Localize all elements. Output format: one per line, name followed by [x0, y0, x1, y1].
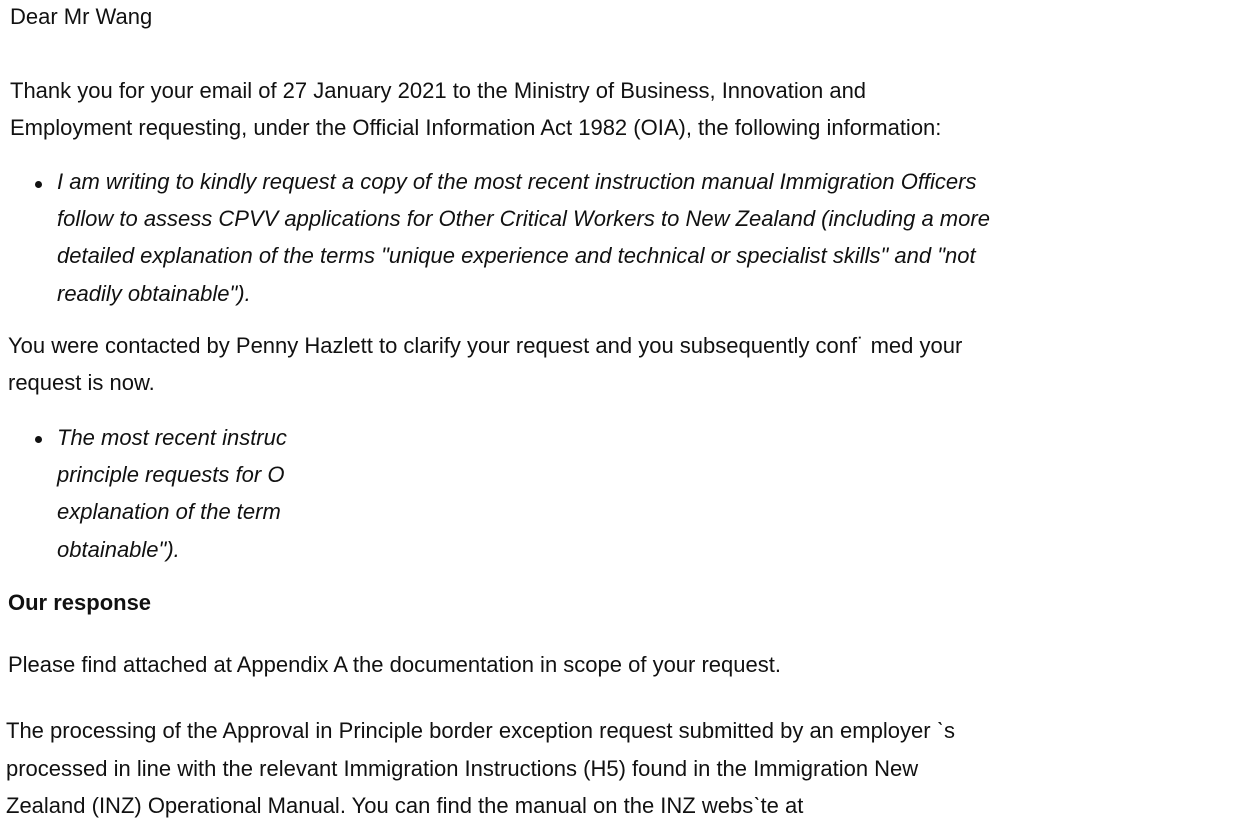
intro-line-1: Thank you for your email of 27 January 2021 to the Ministry of Business, Innovation and — [10, 78, 867, 103]
bullet-dot — [35, 436, 42, 443]
revised-bullet-line-2: principle requests for O — [57, 462, 285, 487]
intro-line-2: Employment requesting, under the Official Information Act 1982 (OIA), the following information: — [10, 115, 942, 140]
processing-line-3: Zealand (INZ) Operational Manual. You can find the manual on the INZ websˋte at — [6, 793, 804, 818]
response-heading: Our response — [8, 590, 152, 615]
processing-line-2: processed in line with the relevant Immigration Instructions (H5) found in the Immigration New — [6, 756, 919, 781]
revised-bullet-line-1: The most recent instruc — [57, 425, 287, 450]
request-bullet-line-3: detailed explanation of the terms "unique experience and technical or specialist skills" and "not — [57, 243, 976, 268]
bullet-dot — [35, 181, 42, 188]
processing-line-1: The processing of the Approval in Principle border exception request submitted by an employer ˋs — [6, 718, 955, 743]
clarification-line-1: You were contacted by Penny Hazlett to clarify your request and you subsequently conf˙ med your — [8, 333, 963, 358]
salutation: Dear Mr Wang — [10, 4, 153, 29]
revised-bullet-line-4: obtainable"). — [57, 537, 180, 562]
response-paragraph: Please find attached at Appendix A the documentation in scope of your request. — [8, 652, 781, 677]
revised-bullet-line-3: explanation of the term — [57, 499, 281, 524]
clarification-line-2: request is now. — [8, 370, 155, 395]
request-bullet-line-1: I am writing to kindly request a copy of the most recent instruction manual Immigration Officers — [57, 169, 977, 194]
request-bullet-line-4: readily obtainable"). — [57, 281, 251, 306]
request-bullet-line-2: follow to assess CPVV applications for Other Critical Workers to New Zealand (including a more — [57, 206, 990, 231]
